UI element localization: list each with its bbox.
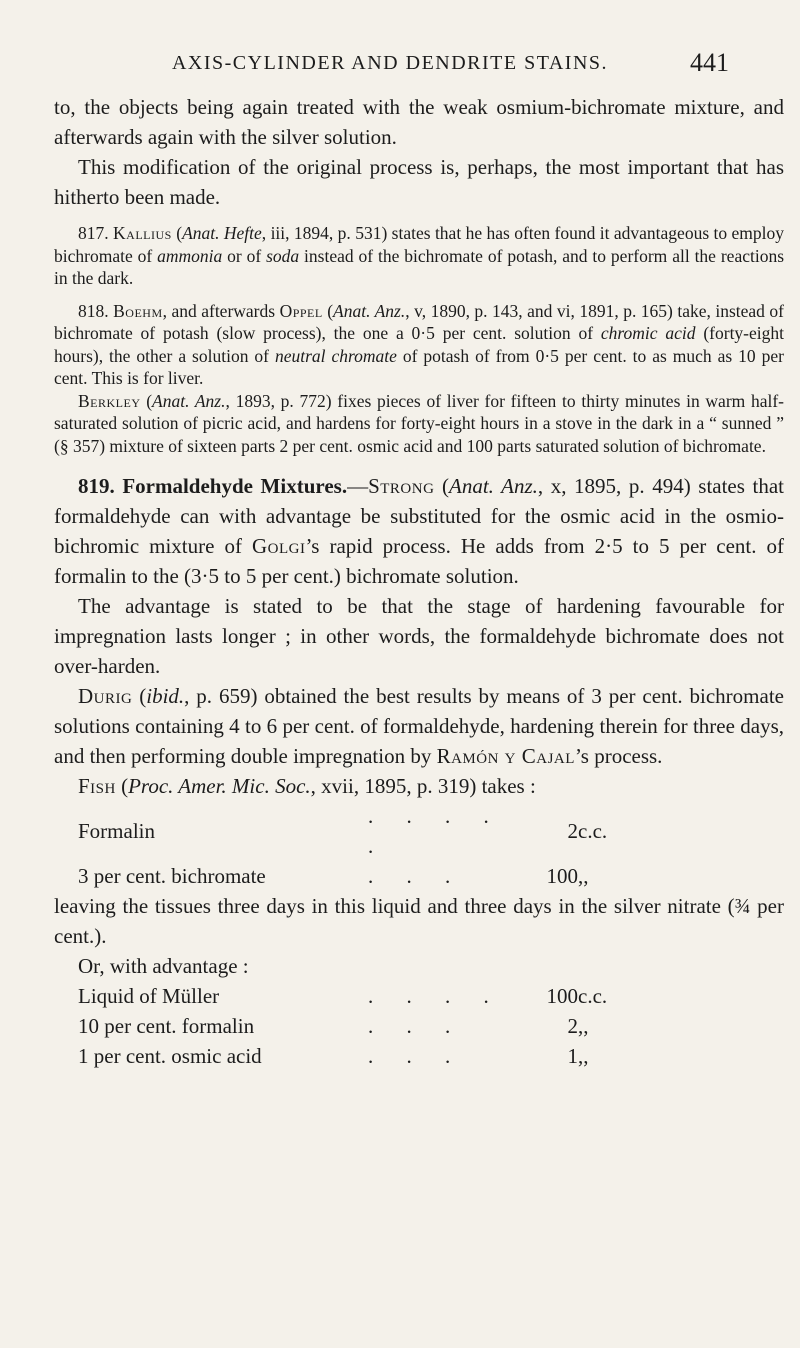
recipe-row [78,981,638,1011]
continuation-paragraph: to, the objects being again treated with the weak osmium-bichromate mixture, and afterwards again with the silver solution. [54,95,784,149]
section-number: 817. [78,223,109,243]
leaving-paragraph: leaving the tissues three days in this liquid and three days in the silver nitrate (¾ per cent.). [54,894,784,948]
ingredient-unit: ,, [578,1044,589,1068]
chemical-name: ammonia [157,245,223,266]
author-name: Fish [78,774,116,798]
leader-dots: . . . . [368,984,503,1008]
ingredient-name: Liquid of Müller [78,984,220,1008]
ingredient-amount: 2 [567,819,578,843]
chemical-name: soda [266,245,300,266]
recipe-table-muller [78,981,638,1071]
advantage-paragraph: The advantage is stated to be that the stage of hardening favourable for impregnation lasts longer ; in other words, the formaldehyde bichromate does not over-harden. [54,594,784,678]
or-line: Or, with advantage : [78,954,249,978]
ingredient-name: 1 per cent. osmic acid [78,1044,262,1068]
recipe-row [78,801,638,861]
chemical-name: chromic acid [600,323,696,343]
page-body [54,92,784,1071]
journal-citation: Anat. Anz. [333,300,406,321]
recipe-row [78,861,638,891]
ingredient-unit: c.c. [578,984,608,1008]
chemical-name: neutral chromate [274,345,397,366]
leader-dots: . . . . . [368,804,503,858]
recipe-table-fish [78,801,638,891]
journal-citation: Anat. Anz. [449,474,538,498]
journal-citation: Proc. Amer. Mic. Soc. [128,774,311,798]
running-head: AXIS-CYLINDER AND DENDRITE STAINS. [171,52,609,74]
journal-citation: Anat. Anz. [152,390,226,411]
ingredient-amount: 100 [546,864,578,888]
ingredient-amount: 100 [546,984,578,1008]
author-name: Durig [78,684,133,708]
ingredient-unit: ,, [578,1014,589,1038]
section-number: 818. [78,300,109,321]
author-name: Oppel [279,300,323,321]
section-819: 819. Formaldehyde Mixtures.—Strong (Anat. Anz., x, 1895, p. 494) states that formaldehyde can with advantage be substituted for the osmic acid in the osmio-bichromic mixture of Golgi’s rapid process. He adds from 2·5 to 5 per cent. of formalin to the (3·5 to 5 per cent.) bichromate solution. [54,474,784,588]
journal-citation: ibid. [146,684,185,708]
leader-dots: . . . [368,1044,465,1068]
leader-dots: . . . [368,1014,465,1038]
ingredient-unit: ,, [578,864,589,888]
ingredient-name: 10 per cent. formalin [78,1014,255,1038]
page-header [0,48,800,82]
ingredient-amount: 2 [567,1014,578,1038]
leader-dots: . . . [368,864,465,888]
berkley-paragraph: Berkley (Anat. Anz., 1893, p. 772) fixes pieces of liver for fifteen to thirty minutes in warm half-saturated solution of picric acid, and hardens for forty-eight hours in a stove in the dark in a “ sunned ” (§ 357) mixture of sixteen parts 2 per cent. osmic acid and 100 parts saturated solution of bichromate. [54,390,784,456]
section-number: 819. [78,474,115,498]
section-817: 817. Kallius (Anat. Hefte, iii, 1894, p. 531) states that he has often found it advantageous to employ bichromate of ammonia or of soda instead of the bichromate of potash, and to perform all the reactions in the dark. [54,223,785,288]
page-number: 441 [690,48,729,77]
author-name: Boehm [113,300,163,321]
journal-citation: Anat. Hefte [182,223,262,243]
author-name: Golgi [251,534,306,558]
modification-paragraph: This modification of the original process is, perhaps, the most important that has hitherto been made. [54,155,784,209]
section-title: Formaldehyde Mixtures. [122,474,348,498]
fish-paragraph: Fish (Proc. Amer. Mic. Soc., xvii, 1895, p. 319) takes : [78,774,536,798]
ingredient-name: 3 per cent. bichromate [78,864,266,888]
fraction: ¾ [734,894,751,918]
author-name: Kallius [113,223,172,243]
ingredient-unit: c.c. [578,819,608,843]
author-name: Strong [368,474,435,498]
section-818: 818. Boehm, and afterwards Oppel (Anat. Anz., v, 1890, p. 143, and vi, 1891, p. 165) take, instead of bichromate of potash (slow process), the one a 0·5 per cent. solution of chromic acid (forty-eight hours), the other a solution of neutral chromate of potash of from 0·5 per cent. to as much as 10 per cent. This is for liver. [54,300,785,388]
author-name: Berkley [78,390,141,411]
ingredient-name: Formalin [78,819,155,843]
author-name: Ramón y Cajal [436,744,575,768]
recipe-row [78,1011,638,1041]
ingredient-amount: 1 [567,1044,578,1068]
durig-paragraph: Durig (ibid., p. 659) obtained the best results by means of 3 per cent. bichromate solutions containing 4 to 6 per cent. of formaldehyde, hardening therein for three days, and then performing double impregnation by Ramón y Cajal’s process. [54,684,784,768]
recipe-row [78,1041,638,1071]
